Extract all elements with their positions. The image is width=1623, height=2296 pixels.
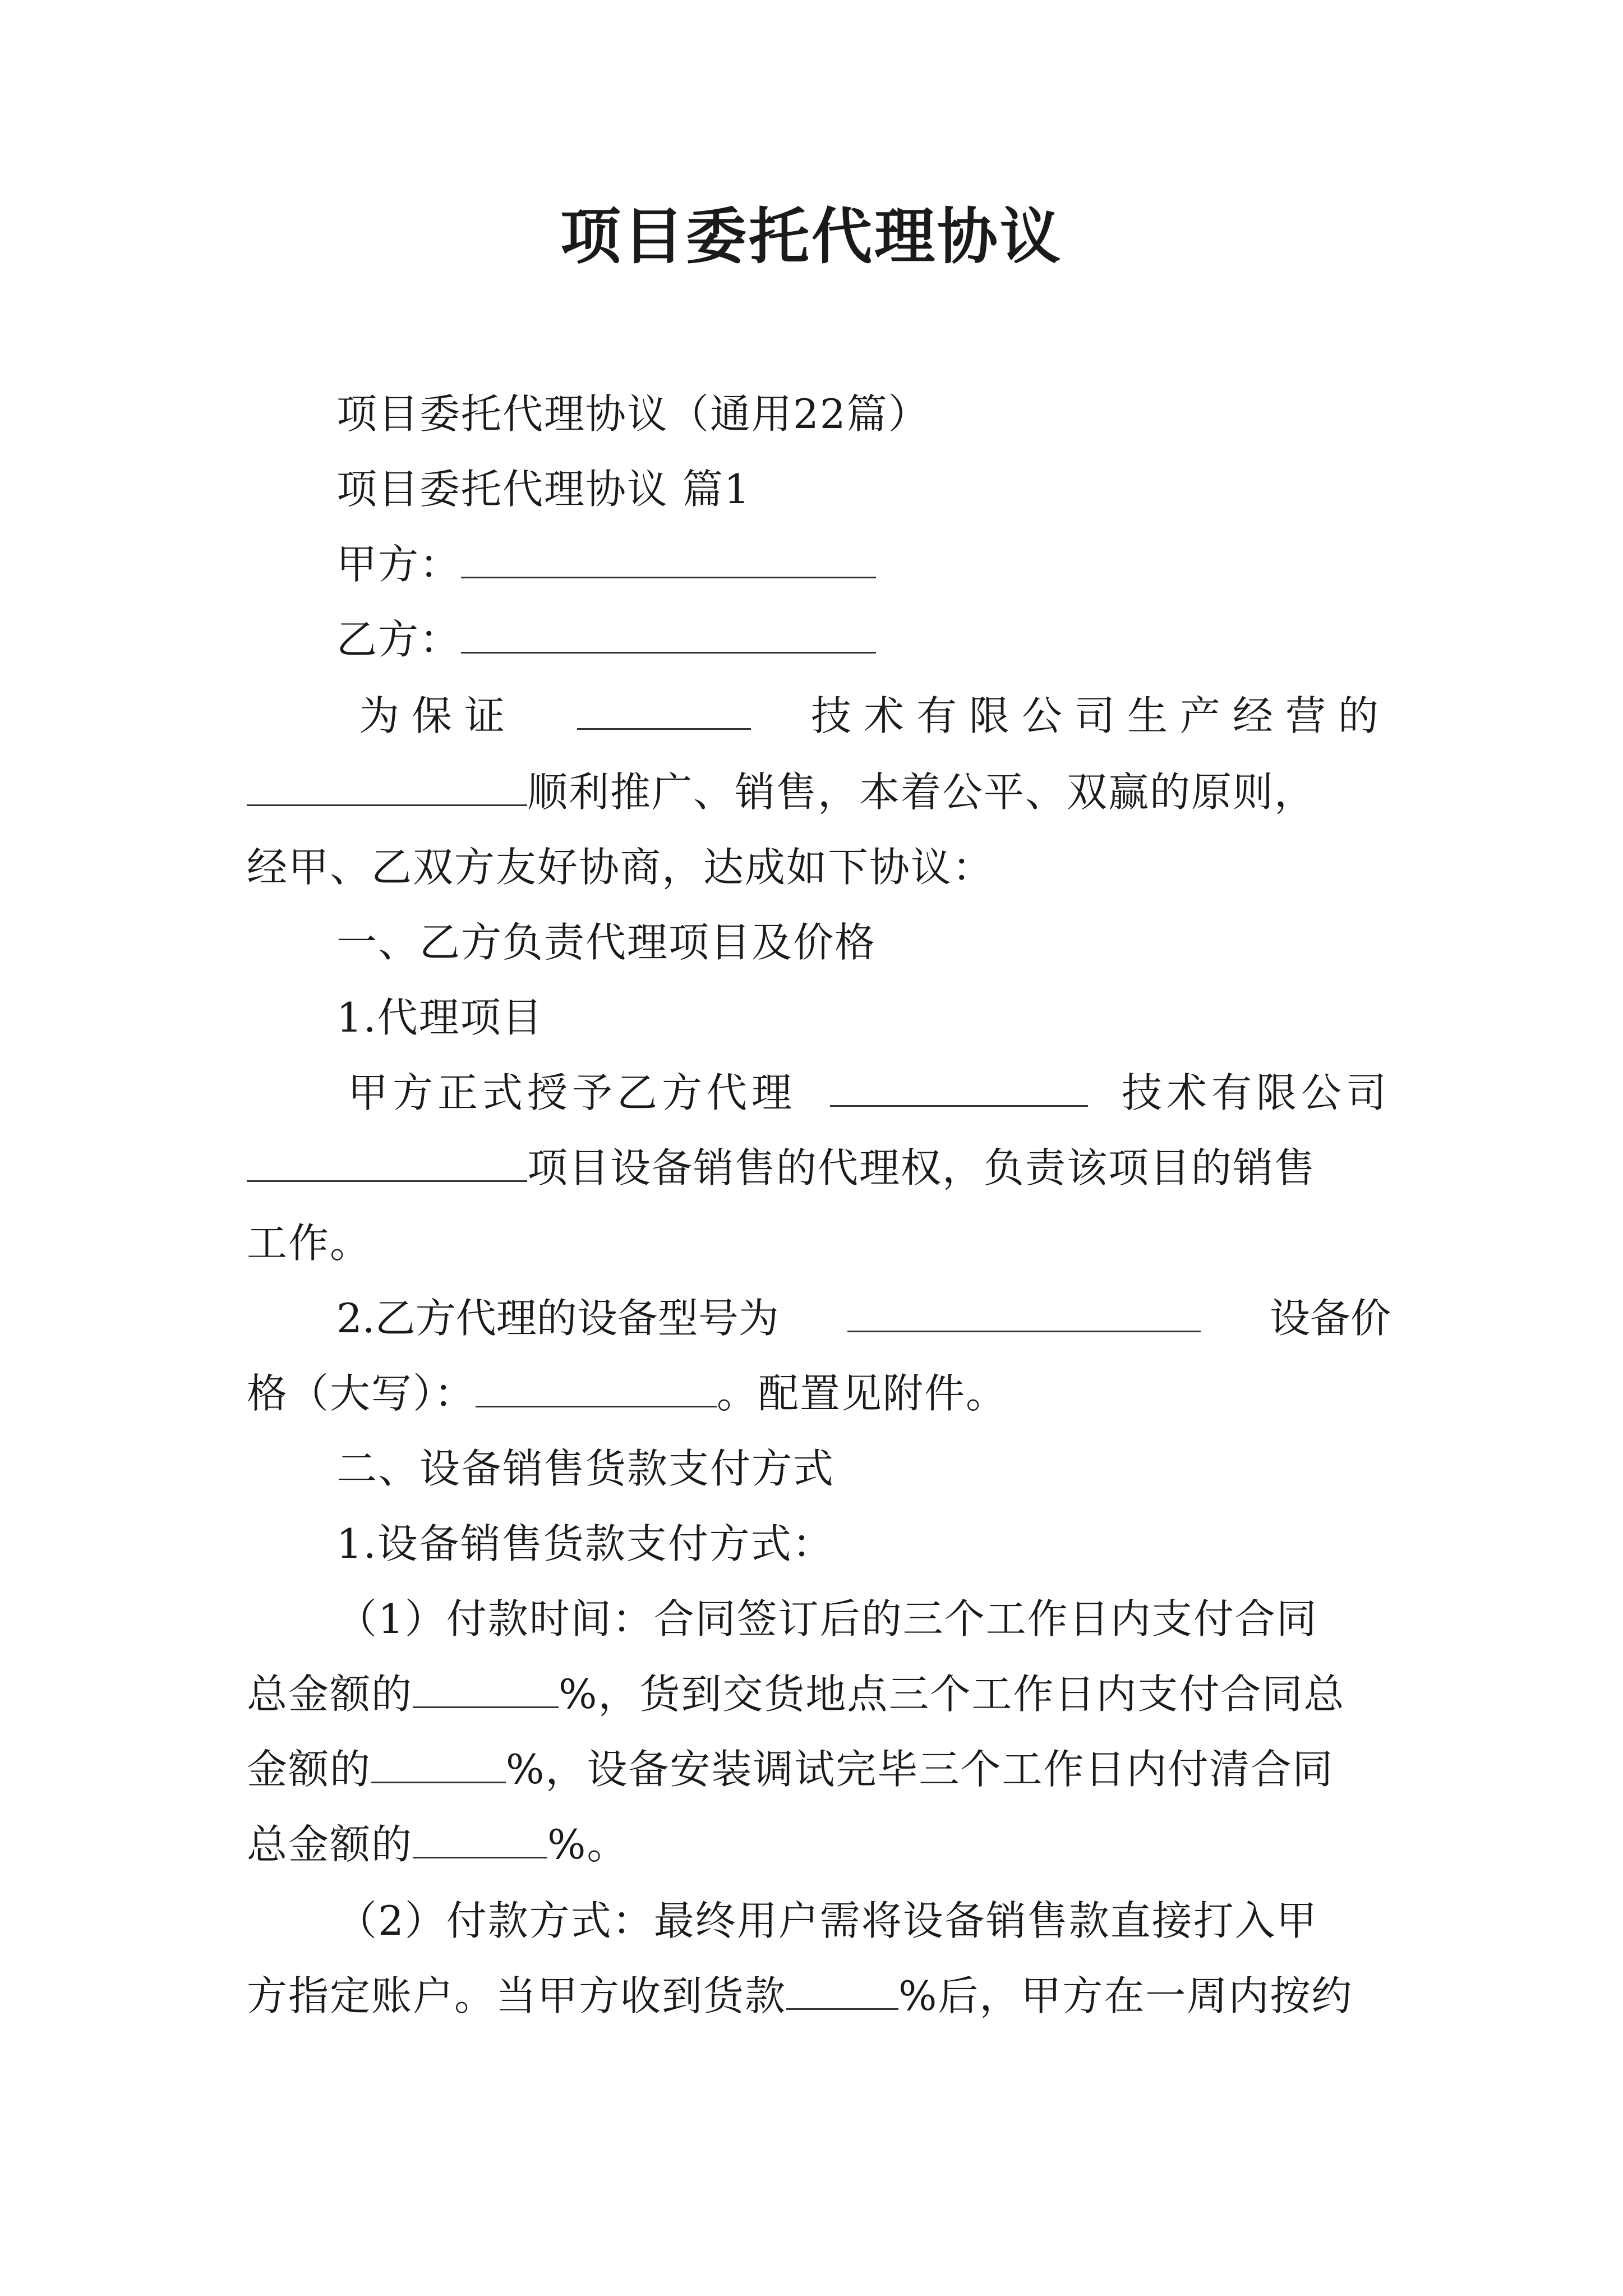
pay-method-line-1: （2）付款方式：最终用户需将设备销售款直接打入甲 bbox=[336, 1897, 1318, 1944]
pay-time-text-4-end: %。 bbox=[547, 1821, 629, 1868]
pay-time-text-2-end: %，货到交货地点三个工作日内支付合同总 bbox=[559, 1671, 1345, 1718]
item2-text-start: 2.乙方代理的设备型号为 bbox=[336, 1295, 779, 1342]
item2-line-1 bbox=[336, 1290, 1391, 1346]
intro-line-3: 经甲、乙双方友好协商，达成如下协议： bbox=[247, 844, 994, 891]
item2-line-2 bbox=[247, 1365, 1007, 1421]
intro-line-2 bbox=[247, 764, 1316, 820]
document-title: 项目委托代理协议 bbox=[560, 201, 1063, 272]
item1-text-2: 项目设备销售的代理权，负责该项目的销售 bbox=[527, 1144, 1316, 1191]
pay-time-blank-2 bbox=[371, 1748, 506, 1783]
party-a-line bbox=[336, 536, 876, 592]
pay-time-text-3-start: 金额的 bbox=[247, 1746, 372, 1793]
section2-heading: 二、设备销售货款支付方式 bbox=[336, 1445, 835, 1492]
intro-text-start: 为保证 bbox=[359, 692, 518, 739]
intro-text-mid: 技术有限公司生产经营的 bbox=[810, 692, 1391, 739]
item1-text-start: 甲方正式授予乙方代理 bbox=[348, 1069, 797, 1116]
pay-time-line-3 bbox=[247, 1741, 1334, 1797]
party-b-line bbox=[336, 611, 876, 668]
intro-blank-1 bbox=[577, 694, 751, 730]
item1-heading: 1.代理项目 bbox=[336, 994, 543, 1041]
item2-text-2-end: 。配置见附件。 bbox=[717, 1370, 1008, 1417]
item2-blank-1 bbox=[847, 1297, 1201, 1332]
pay-method-blank-1 bbox=[786, 1975, 898, 2010]
party-b-blank bbox=[461, 618, 876, 654]
sub1-heading: 1.设备销售货款支付方式： bbox=[336, 1520, 834, 1567]
party-a-blank bbox=[461, 543, 876, 578]
pay-method-text-2-end: %后，甲方在一周内按约 bbox=[898, 1972, 1353, 2019]
pay-time-blank-3 bbox=[413, 1823, 547, 1858]
intro-text-2: 顺利推广、销售，本着公平、双赢的原则， bbox=[527, 769, 1316, 816]
item1-line-2 bbox=[247, 1140, 1316, 1196]
pay-time-line-2 bbox=[247, 1666, 1345, 1722]
item2-text-end: 设备价 bbox=[1269, 1295, 1391, 1342]
intro-blank-2 bbox=[247, 771, 527, 806]
part-heading: 项目委托代理协议 篇1 bbox=[336, 466, 751, 513]
item2-blank-2 bbox=[476, 1372, 717, 1407]
subtitle: 项目委托代理协议（通用22篇） bbox=[336, 390, 930, 438]
item1-line-1 bbox=[348, 1065, 1391, 1121]
pay-time-blank-1 bbox=[413, 1673, 559, 1708]
section1-heading: 一、乙方负责代理项目及价格 bbox=[336, 919, 877, 966]
pay-time-text-3-end: %，设备安装调试完毕三个工作日内付清合同 bbox=[506, 1746, 1334, 1793]
pay-time-text-4-start: 总金额的 bbox=[247, 1821, 413, 1868]
item1-line-3: 工作。 bbox=[247, 1220, 372, 1267]
party-a-label: 甲方： bbox=[336, 541, 462, 588]
item1-blank-1 bbox=[830, 1071, 1088, 1107]
pay-time-line-1: （1）付款时间：合同签订后的三个工作日内支付合同 bbox=[336, 1595, 1318, 1642]
pay-method-text-2-start: 方指定账户。当甲方收到货款 bbox=[247, 1972, 787, 2019]
item1-text-end: 技术有限公司 bbox=[1121, 1069, 1391, 1116]
item1-blank-2 bbox=[247, 1147, 527, 1182]
intro-line-1 bbox=[359, 688, 1391, 744]
pay-method-line-2 bbox=[247, 1968, 1353, 2024]
party-b-label: 乙方： bbox=[336, 616, 462, 663]
item2-text-2-start: 格（大写）： bbox=[247, 1370, 476, 1417]
pay-time-line-4 bbox=[247, 1816, 628, 1872]
pay-time-text-2-start: 总金额的 bbox=[247, 1671, 413, 1718]
